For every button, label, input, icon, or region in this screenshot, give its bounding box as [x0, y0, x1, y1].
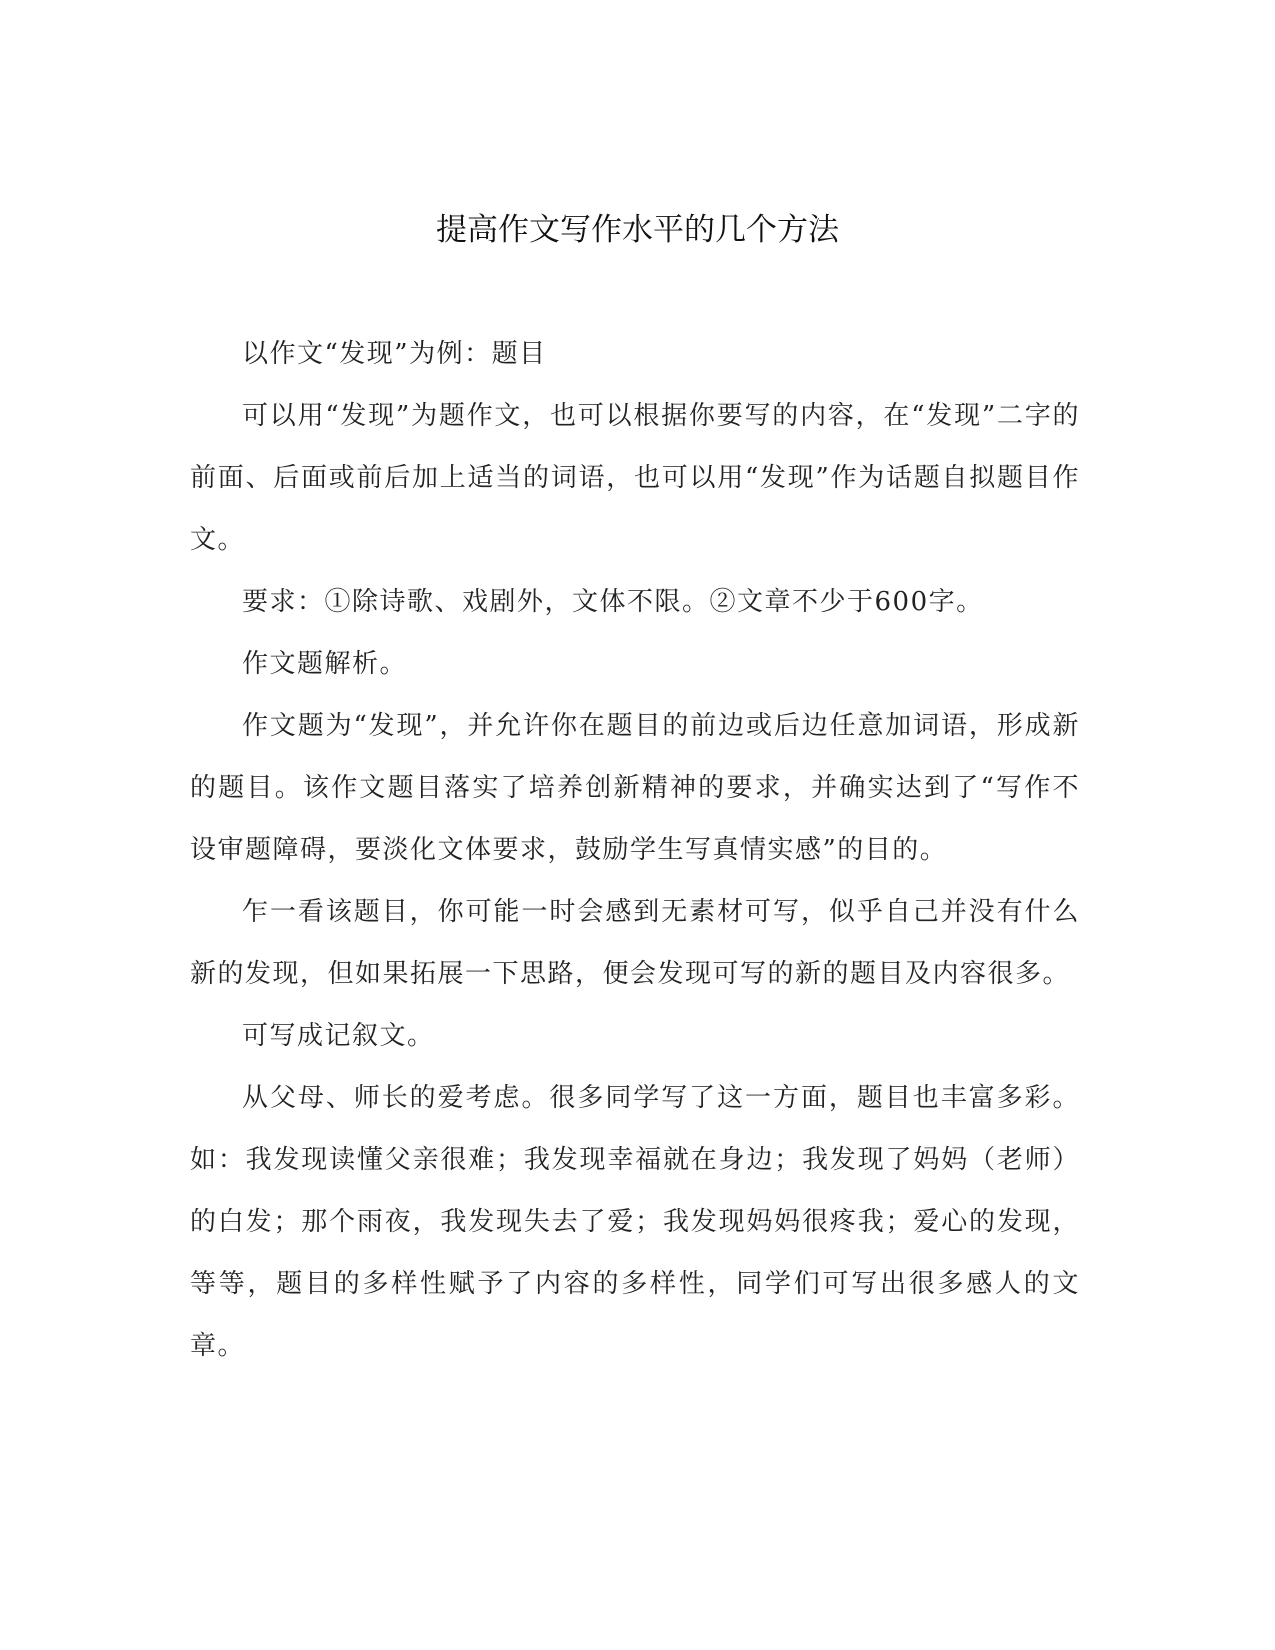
paragraph-expand-thinking: 乍一看该题目，你可能一时会感到无素材可写，似乎自己并没有什么新的发现，但如果拓展一下思路，便会发现可写的新的题目及内容很多。: [190, 897, 1080, 989]
paragraph-narrative: 可写成记叙文。: [242, 1021, 435, 1051]
paragraph-topic-intro: 以作文“发现”为例：题目: [242, 339, 547, 369]
document-body: [190, 323, 1080, 1377]
document-title: 提高作文写作水平的几个方法: [436, 212, 839, 248]
paragraph-analysis: 作文题为“发现”，并允许你在题目的前边或后边任意加词语，形成新的题目。该作文题目落实了培养创新精神的要求，并确实达到了“写作不设审题障碍，要淡化文体要求，鼓励学生写真情实感”的目的。: [190, 711, 1080, 865]
paragraph-requirements: 要求：①除诗歌、戏剧外，文体不限。②文章不少于600字。: [242, 587, 984, 617]
paragraph-analysis-heading: 作文题解析。: [242, 649, 408, 679]
paragraph-topic-instructions: 可以用“发现”为题作文，也可以根据你要写的内容，在“发现”二字的前面、后面或前后加上适当的词语，也可以用“发现”作为话题自拟题目作文。: [190, 401, 1080, 555]
paragraph-examples: 从父母、师长的爱考虑。很多同学写了这一方面，题目也丰富多彩。如：我发现读懂父亲很难；我发现幸福就在身边；我发现了妈妈（老师）的白发；那个雨夜，我发现失去了爱；我发现妈妈很疼我；爱心的发现，等等，题目的多样性赋予了内容的多样性，同学们可写出很多感人的文章。: [190, 1083, 1080, 1361]
